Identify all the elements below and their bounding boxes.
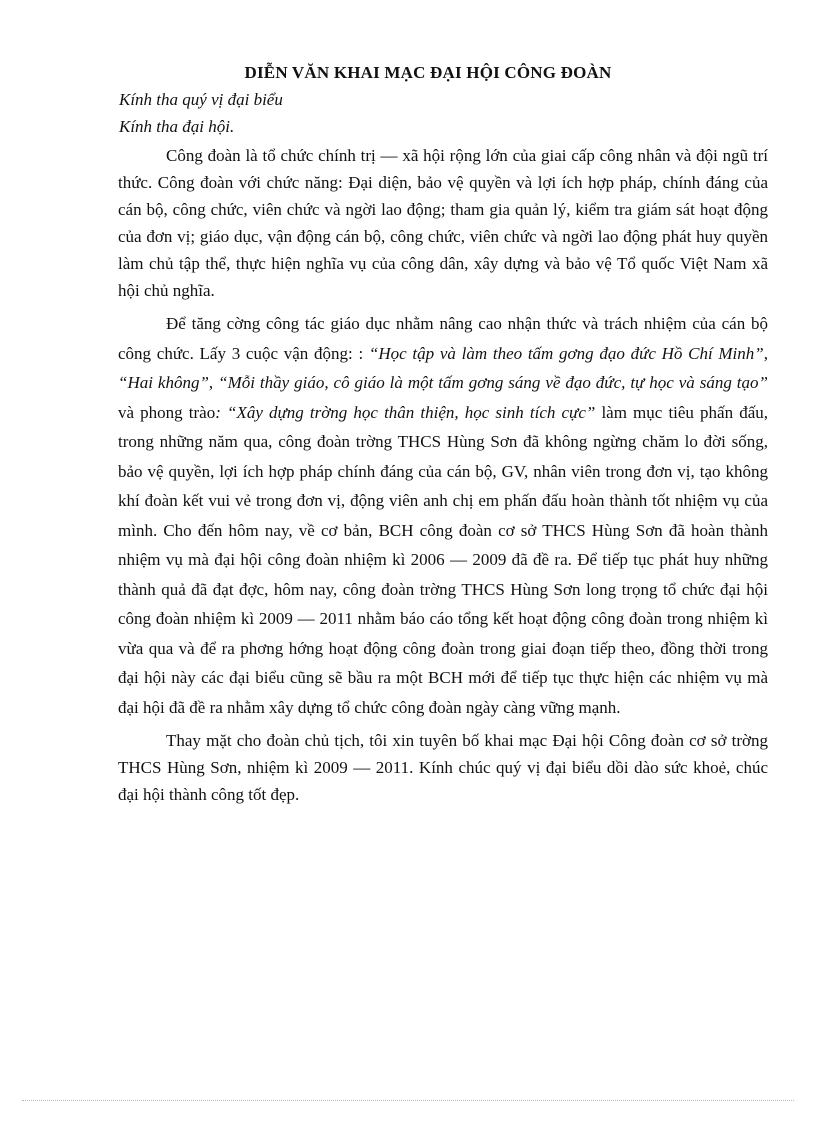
document-body [118, 142, 768, 813]
paragraph-2-intro: Để tăng cờng công tác giáo dục nhằm nâng cao nhận thức và trách nhiệm của cán bộ công chức. Lấy 3 cuộc vận động: : [118, 314, 768, 363]
paragraph-2-rest: làm mục tiêu phấn đấu, trong những năm qua, công đoàn trờng THCS Hùng Sơn đã không ngừng chăm lo đời sống, bảo vệ quyền, lợi ích hợp pháp chính đáng của cán bộ, GV, nhân viên trong đơn vị, tạo không khí đoàn kết vui vẻ trong đơn vị, động viên anh chị em phấn đấu hoàn thành tốt nhiệm vụ của mình. Cho đến hôm nay, về cơ bản, BCH công đoàn cơ sở THCS Hùng Sơn đã hoàn thành nhiệm vụ mà đại hội công đoàn nhiệm kì 2006 — 2009 đã đề ra. Để tiếp tục phát huy những thành quả đã đạt đợc, hôm nay, công đoàn trờng THCS Hùng Sơn long trọng tổ chức đại hội công đoàn nhiệm kì 2009 — 2011 nhằm báo cáo tổng kết hoạt động công đoàn trong nhiệm kì vừa qua và để ra phơng hớng hoạt động công đoàn trong giai đoạn tiếp theo, đồng thời trong đại hội này các đại biểu cũng sẽ bầu ra một BCH mới để tiếp tục thực hiện các nhiệm vụ mà đại hội đã đề ra nhằm xây dựng tổ chức công đoàn ngày càng vững mạnh. [118, 402, 769, 717]
greeting-line-2: Kính tha đại hội. [119, 117, 235, 136]
document-title: DIỄN VĂN KHAI MẠC ĐẠI HỘI CÔNG ĐOÀN [244, 63, 612, 82]
paragraph-2-mid: và phong trào [118, 402, 216, 422]
greeting-line-1: Kính tha quý vị đại biểu [119, 90, 283, 109]
paragraph-3: Thay mặt cho đoàn chủ tịch, tôi xin tuyên bố khai mạc Đại hội Công đoàn cơ sở trờng THCS Hùng Sơn, nhiệm kì 2009 — 2011. Kính chúc quý vị đại biểu dồi dào sức khoẻ, chúc đại hội thành công tốt đẹp. [118, 731, 768, 804]
paragraph-2 [118, 309, 768, 722]
paragraph-1: Công đoàn là tổ chức chính trị — xã hội rộng lớn của giai cấp công nhân và đội ngũ trí thức. Công đoàn với chức năng: Đại diện, bảo vệ quyền và lợi ích hợp pháp, chính đáng của cán bộ, công chức, viên chức và ngời lao động; tham gia quản lý, kiểm tra giám sát hoạt động của đơn vị; giáo dục, vận động cán bộ, công chức, viên chức và ngời lao động phát huy quyền làm chủ tập thể, thực hiện nghĩa vụ của công dân, xây dựng và bảo vệ Tổ quốc Việt Nam xã hội chủ nghĩa. [118, 146, 768, 300]
quote-thay-giao: “Mỗi thầy giáo, cô giáo là một tấm gơng sáng về đạo đức, tự học và sáng tạo” [218, 373, 768, 392]
separator-2: , [208, 373, 219, 392]
quote-truong-hoc-than-thien: : “Xây dựng trờng học thân thiện, học sinh tích cực” [215, 402, 596, 422]
quote-hai-khong: “Hai không” [118, 373, 209, 392]
quote-ho-chi-minh: “Học tập và làm theo tấm gơng đạo đức Hồ Chí Minh” [368, 343, 764, 363]
separator-1: , [763, 343, 768, 363]
page-bottom-divider [22, 1100, 794, 1101]
